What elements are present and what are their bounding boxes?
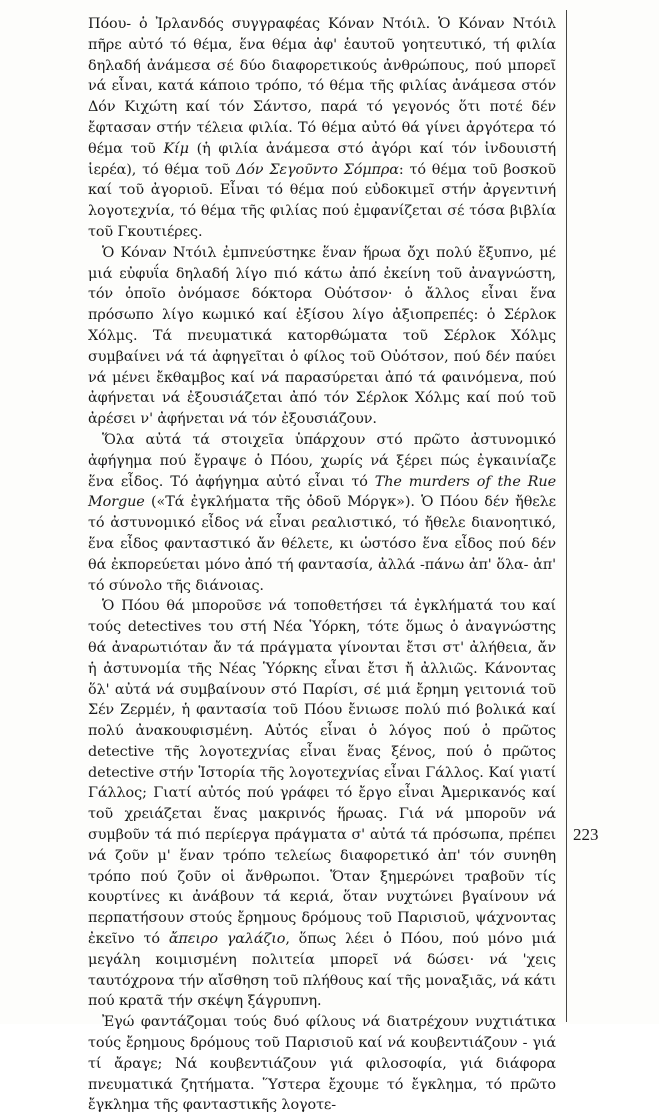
text-span: Ἐγώ φαντάζομαι τούς δυό φίλους νά διατρέχουν νυχτιάτικα τούς ἔρημους δρόμους τοῦ Παρισιοῦ καί νά κουβεντιάζουν - γιά τί ἄραγε; Νά κουβεντιάζουν γιά φιλοσοφία, γιά διάφορα πνευματικά ζητήματα. Ὕστερα ἔχουμε τό ἔγκλημα, τό πρῶτο ἔγκλημα τῆς φανταστικῆς λογοτε- (88, 1014, 556, 1114)
text-span: Ὁ Κόναν Ντόιλ ἐμπνεύστηκε ἕναν ἥρωα ὄχι πολύ ἔξυπνο, μέ μιά εὐφυΐα δηλαδή λίγο πιό κάτω ἀπό ἐκείνη τοῦ ἀναγνώστη, τόν ὁποῖο ὀνόμασε δόκτορα Οὐότσον· ὁ ἄλλος εἶναι ἕνα πρόσωπο λίγο κωμικό καί ἐξίσου λίγο ἀξιοπρεπές: ὁ Σέρλοκ Χόλμς. Τά πνευματικά κατορθώματα τοῦ Σέρλοκ Χόλμς συμβαίνει νά τά ἀφηγεῖται ὁ φίλος τοῦ Οὐότσον, πού δέν παύει νά μένει ἔκθαμβος καί νά παρασύρεται ἀπό τά φαινόμενα, πού ἀφήνεται νά ἐξουσιάζεται ἀπό τόν Σέρλοκ Χόλμς καί πού τοῦ ἀρέσει ν' ἀφήνεται νά τόν ἐξουσιάζουν. (88, 244, 556, 428)
text-span: Πόου- ὁ Ἰρλανδός συγγραφέας Κόναν Ντόιλ. Ὁ Κόναν Ντόιλ πῆρε αὐτό τό θέμα, ἕνα θέμα ἀφ' ἑαυτοῦ γοητευτικό, τή φιλία δηλαδή ἀνάμεσα σέ δύο διαφορετικούς ἀνθρώπους, πού μπορεῖ νά εἶναι, κατά κάποιο τρόπο, τό θέμα τῆς φιλίας ἀνάμεσα στόν Δόν Κιχώτη καί τόν Σάντσο, παρά τό γεγονός ὅτι ποτέ δέν ἔφτασαν στήν τέλεια φιλία. Τό θέμα αὐτό θά γίνει ἀργότερα τό θέμα τοῦ (88, 16, 556, 157)
paragraph-p2 (88, 243, 556, 430)
text-span: («Τά ἐγκλήματα τῆς ὁδοῦ Μόργκ»). Ὁ Πόου δέν ἤθελε τό ἀστυνομικό εἶδος νά εἶναι ρεαλιστικό, τό ἤθελε διανοητικό, ἕνα εἶδος φανταστικό ἄν θέλετε, κι ὡστόσο ἕνα εἶδος πού δέν θά ἐκπορεύεται μόνο ἀπό τή φαντασία, ἀλλά -πάνω ἀπ' ὅλα- ἀπ' τό σύνολο τῆς διάνοιας. (88, 494, 556, 594)
margin-rule (566, 10, 567, 1022)
paragraph-p4 (88, 596, 556, 1012)
text-span: Ὁ Πόου θά μποροῦσε νά τοποθετήσει τά ἐγκλήματά του καί τούς detectives του στή Νέα Ὑόρκη, τότε ὅμως ὁ ἀναγνώστης θά ἀναρωτιόταν ἄν τά πράγματα γίνονται ἔτσι στ' ἀλήθεια, ἄν ἡ ἀστυνομία τῆς Νέας Ὑόρκης εἶναι ἔτσι ἤ ἀλλιῶς. Κάνοντας ὅλ' αὐτά νά συμβαίνουν στό Παρίσι, σέ μιά ἔρημη γειτονιά τοῦ Σέν Ζερμέν, ἡ φαντασία τοῦ Πόου ἔνιωσε πολύ πιό βολικά καί πολύ ἀνακουφισμένη. Αὐτός εἶναι ὁ λόγος πού ὁ πρῶτος detective τῆς λογοτεχνίας εἶναι ἕνας ξένος, πού ὁ πρῶτος detective στήν Ἱστορία τῆς λογοτεχνίας εἶναι Γάλλος. Καί γιατί Γάλλος; Γιατί αὐτός πού γράφει τό ἔργο εἶναι Ἀμερικανός καί τοῦ χρειάζεται ἕνας μακρινός ἥρωας. Γιά νά μποροῦν νά συμβοῦν τά πιό περίεργα πράγματα σ' αὐτά τά πρόσωπα, πρέπει νά ζοῦν μ' ἕναν τρόπο τελείως διαφορετικό ἀπ' τόν συνηθη τρόπο πού ζοῦν οἱ ἄνθρωποι. Ὅταν ξημερώνει τραβοῦν τίς κουρτίνες κι ἀνάβουν τά κεριά, ὅταν νυχτώνει βγαίνουν νά περπατήσουν στούς ἔρημους δρόμους τοῦ Παρισιοῦ, ψάχνοντας ἐκεῖνο τό (88, 598, 556, 948)
text-span: , ὅπως λέει ὁ Πόου, πού μόνο μιά μεγάλη κοιμισμένη πολιτεία μπορεῖ νά δώσει· νά 'χεις ταυτόχρονα τήν αἴσθηση τοῦ πλήθους καί τῆς μοναξιᾶς, νά κάτι πού κρατᾶ τήν σκέψη ξάγρυπνη. (88, 931, 556, 1010)
italic-title: ἄπειρο γαλάζιο (168, 931, 286, 948)
italic-title: The murders of the Rue Morgue (88, 473, 556, 511)
paragraph-p5 (88, 1012, 556, 1116)
text-span: Ὅλα αὐτά τά στοιχεῖα ὑπάρχουν στό πρῶτο ἀστυνομικό ἀφήγημα πού ἔγραψε ὁ Πόου, χωρίς νά ξέρει πώς ἐγκαινίαζε ἕνα εἶδος. Τό ἀφήγημα αὐτό εἶναι τό (88, 431, 556, 490)
paragraph-p3 (88, 430, 556, 596)
paragraph-p1 (88, 14, 556, 243)
body-text (88, 14, 556, 1116)
italic-title: Κίμ (163, 140, 189, 157)
page-number: 223 (573, 825, 599, 844)
italic-title: Δόν Σεγοῦντο Σόμπρα (235, 161, 399, 178)
text-span: (ἡ φιλία ἀνάμεσα στό ἀγόρι καί τόν ἰνδουιστή ἱερέα), τό θέμα τοῦ (88, 140, 556, 178)
text-span: : τό θέμα τοῦ βοσκοῦ καί τοῦ ἀγοριοῦ. Εἶναι τό θέμα πού εὐδοκιμεῖ στήν ἀργεντινή λογοτεχνία, τό θέμα τῆς φιλίας πού ἐμφανίζεται σέ τόσα βιβλία τοῦ Γκουτιέρες. (88, 161, 556, 240)
